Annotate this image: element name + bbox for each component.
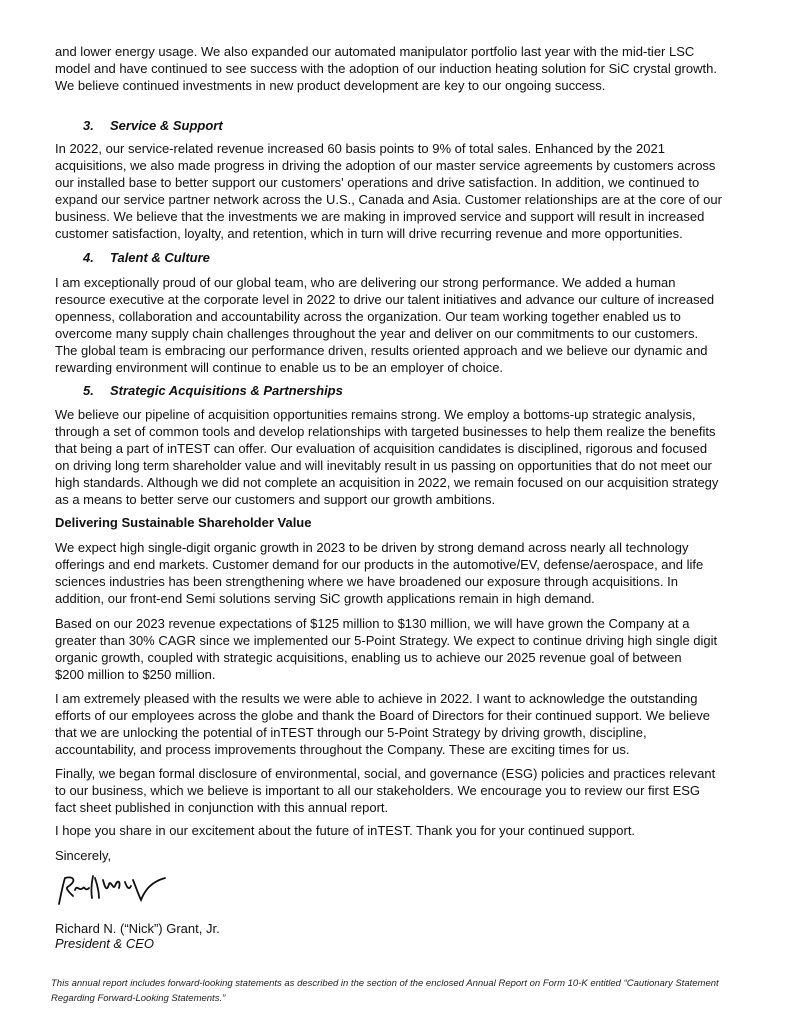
paragraph-thanks: I hope you share in our excitement about the future of inTEST. Thank you for your continued support.	[55, 823, 636, 838]
heading-text: Service & Support	[110, 118, 223, 133]
heading-service-support	[55, 117, 780, 134]
heading-text: Talent & Culture	[110, 250, 210, 265]
heading-number: 3.	[83, 118, 94, 133]
heading-shareholder-value: Delivering Sustainable Shareholder Value	[55, 515, 312, 530]
paragraph-esg: Finally, we began formal disclosure of environmental, social, and governance (ESG) policies and practices relevant to our business, which we believe is important to all our stakeholders. We encourage you to review our first ESG fact sheet published in conjunction with this annual report.	[55, 766, 716, 815]
paragraph-talent-culture: I am exceptionally proud of our global team, who are delivering our strong performance. We added a human resource executive at the corporate level in 2022 to drive our talent initiatives and advance our culture of increased openness, collaboration and accountability across the organization. Our team working together enabled us to overcome many supply chain challenges throughout the year and deliver on our commitments to our customers. The global team is embracing our performance driven, results oriented approach and we believe our dynamic and rewarding environment will continue to enable us to be an employer of choice.	[55, 275, 715, 375]
paragraph-organic-growth: We expect high single-digit organic growth in 2023 to be driven by strong demand across nearly all technology offerings and end markets. Customer demand for our products in the automotive/EV, defense/aerospace, and life sciences industries has been strengthening where we have broadened our exposure through acquisitions. In addition, our front-end Semi solutions serving SiC growth applications remain in high demand.	[55, 540, 704, 606]
paragraph-revenue-expectations: Based on our 2023 revenue expectations of $125 million to $130 million, we will have grown the Company at a greater than 30% CAGR since we implemented our 5-Point Strategy. We expect to continue driving high single digit organic growth, coupled with strategic acquisitions, enabling us to achieve our 2025 revenue goal of between $200 million to $250 million.	[55, 616, 718, 682]
paragraph-acknowledgement: I am extremely pleased with the results we were able to achieve in 2022. I want to acknowledge the outstanding efforts of our employees across the globe and thank the Board of Directors for their continued support. We believe that we are unlocking the potential of inTEST through our 5-Point Strategy by driving growth, discipline, accountability, and process improvements throughout the Company. These are exciting times for us.	[55, 691, 710, 757]
heading-number: 5.	[83, 383, 94, 398]
signature-image	[55, 870, 190, 910]
heading-strategic-acquisitions	[55, 382, 780, 399]
paragraph-product-development: and lower energy usage. We also expanded our automated manipulator portfolio last year with the mid-tier LSC model and have continued to see success with the adoption of our induction heating solution for SiC crystal growth. We believe continued investments in new product development are key to our ongoing success.	[55, 44, 717, 93]
paragraph-strategic-acquisitions: We believe our pipeline of acquisition opportunities remains strong. We employ a bottoms-up strategic analysis, through a set of common tools and develop relationships with targeted businesses to help them realize the benefits that being a part of inTEST can offer. Our evaluation of acquisition candidates is disciplined, rigorous and focused on driving long term shareholder value and will inevitably result in us passing on opportunities that do not meet our high standards. Although we did not complete an acquisition in 2022, we remain focused on our acquisition strategy as a means to better serve our customers and support our growth ambitions.	[55, 407, 719, 507]
heading-talent-culture	[55, 249, 780, 266]
signer-name: Richard N. (“Nick”) Grant, Jr.	[55, 921, 220, 936]
heading-text: Strategic Acquisitions & Partnerships	[110, 383, 343, 398]
heading-number: 4.	[83, 250, 94, 265]
signer-title: President & CEO	[55, 936, 154, 951]
footnote-forward-looking: This annual report includes forward-looking statements as described in the section of the enclosed Annual Report on Form 10-K entitled “Cautionary Statement Regarding Forward-Looking Statements.”	[51, 978, 719, 1004]
closing: Sincerely,	[55, 848, 112, 863]
paragraph-service-support: In 2022, our service-related revenue increased 60 basis points to 9% of total sales. Enhanced by the 2021 acquisitions, we also made progress in driving the adoption of our master service agreements by customers across our installed base to better support our customers' operations and drive satisfaction. In addition, we continued to expand our service partner network across the U.S., Canada and Asia. Customer relationships are at the core of our business. We believe that the investments we are making in improved service and support will result in increased customer satisfaction, loyalty, and retention, which in turn will drive recurring revenue and more opportunities.	[55, 141, 722, 241]
